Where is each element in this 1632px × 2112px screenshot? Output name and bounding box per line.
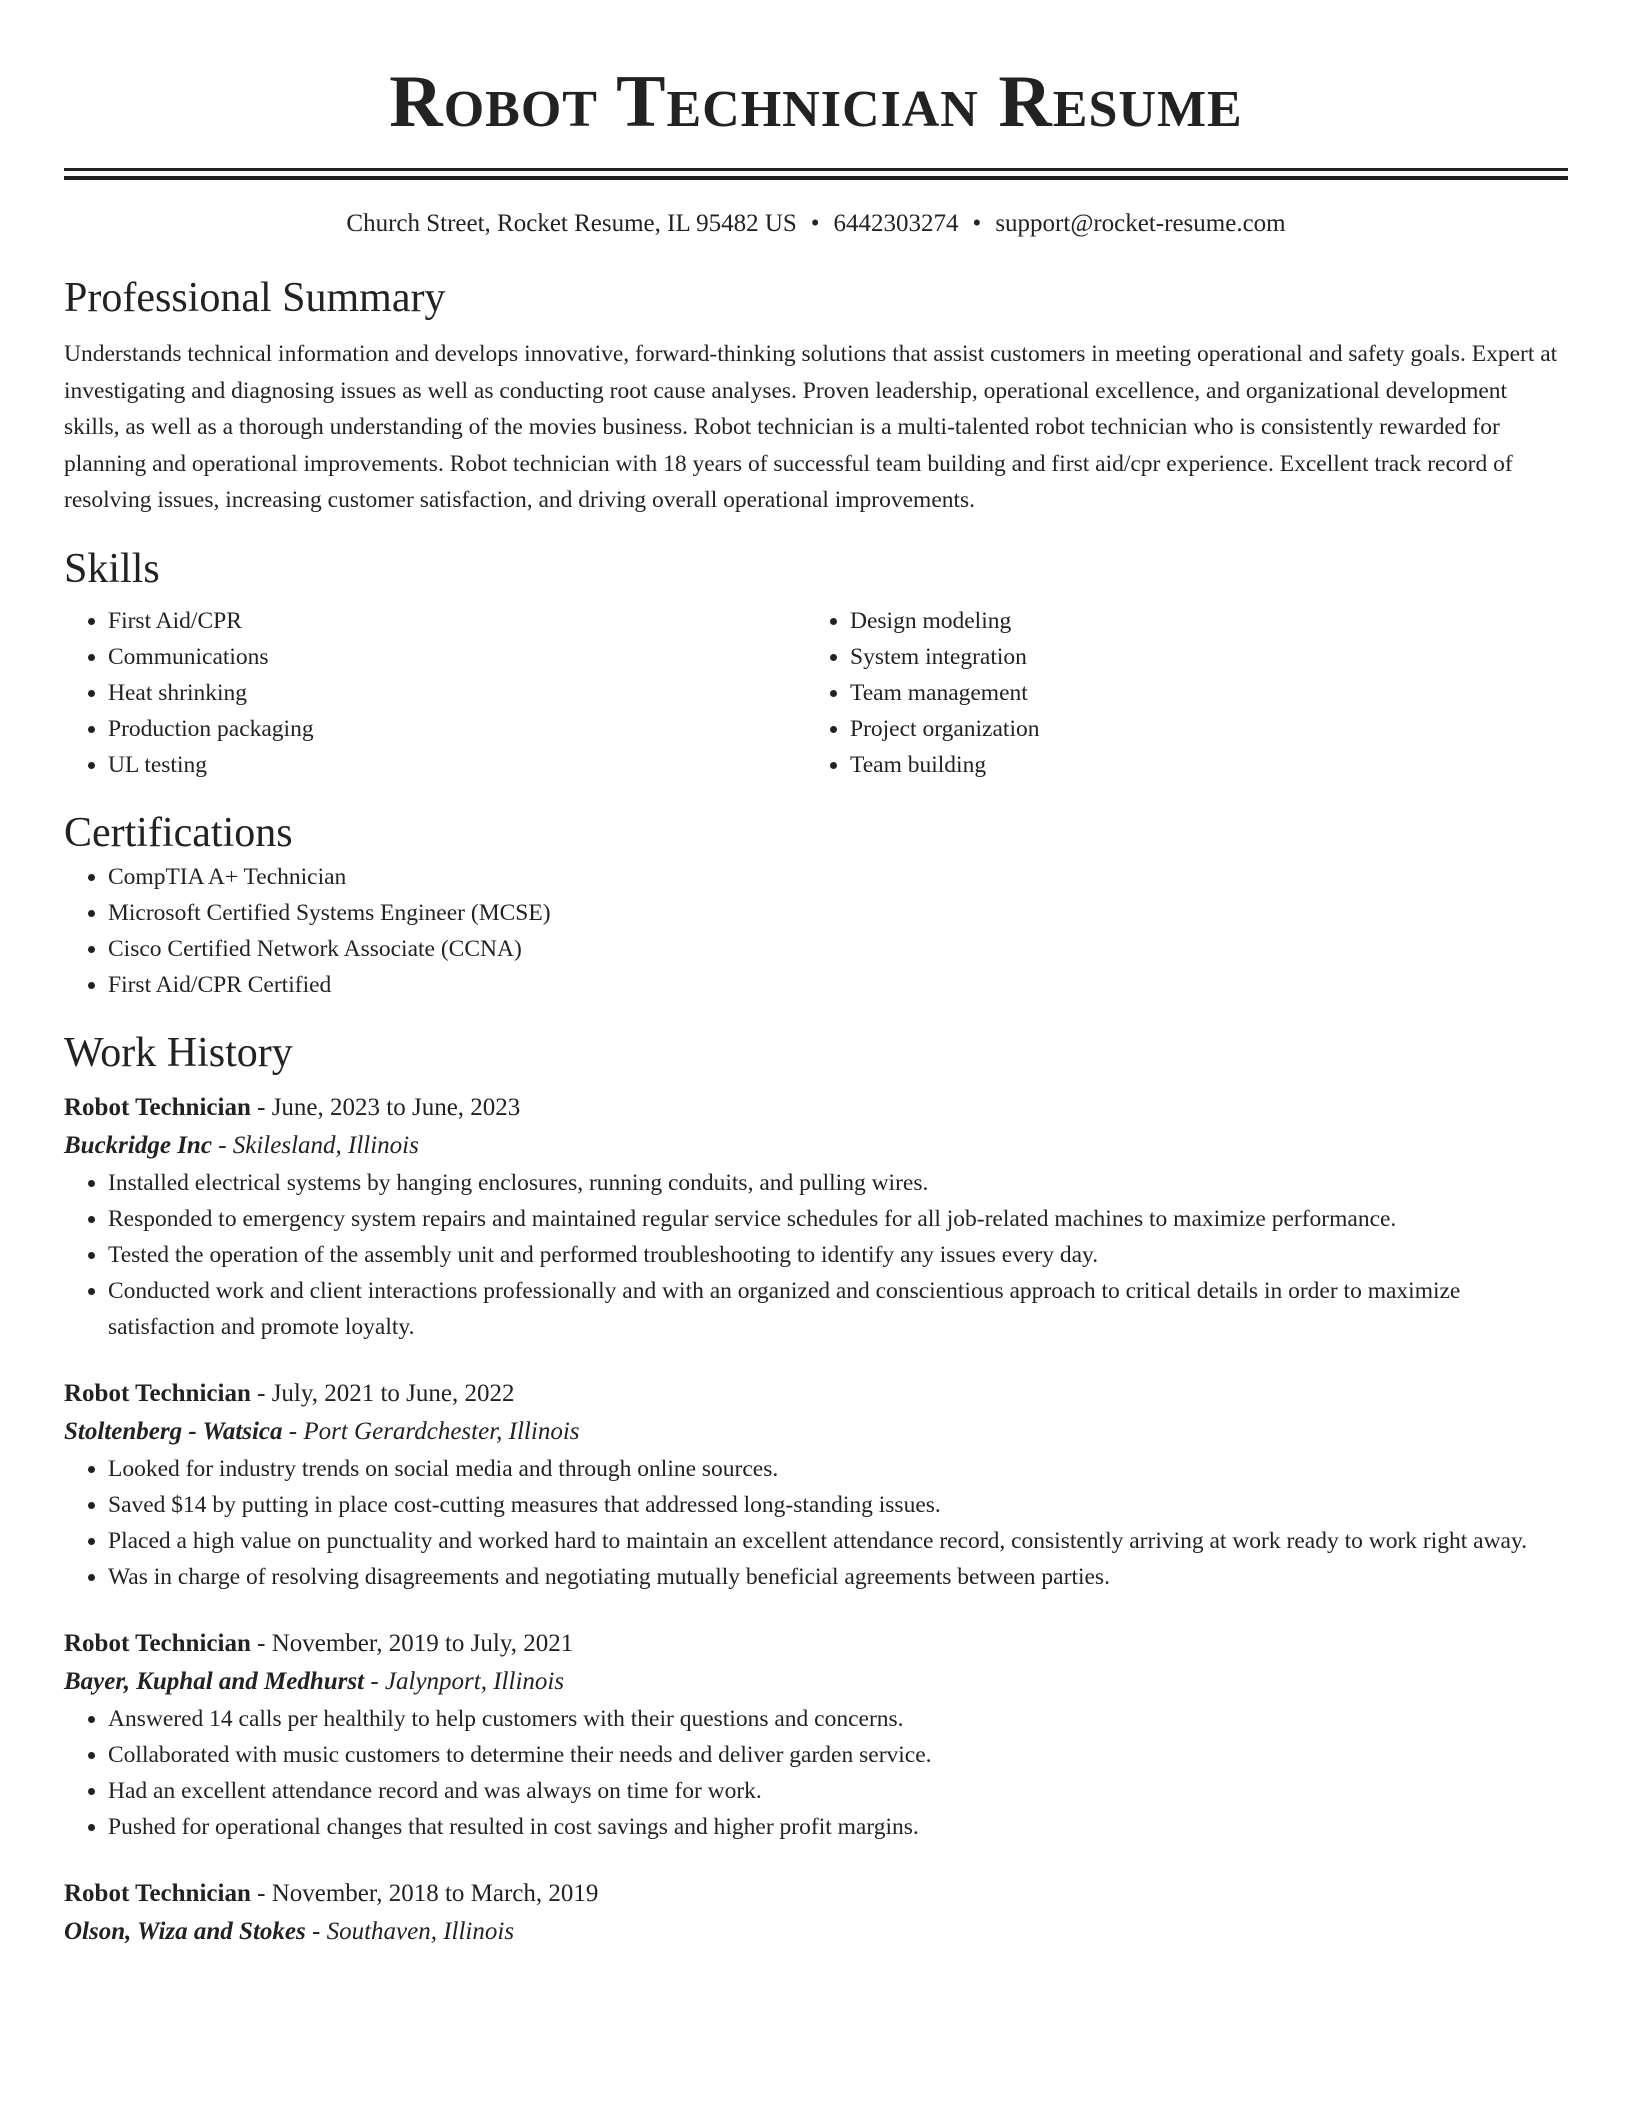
job-bullet: • Conducted work and client interactions professionally and with an organized and conscientious approach to critical details in order to maximize satisfaction and promote loyalty. [108,1273,1568,1345]
skill-item: • UL testing [108,747,806,783]
job-bullet: • Responded to emergency system repairs and maintained regular service schedules for all job-related machines to maximize performance. [108,1201,1568,1237]
skill-item: • Production packaging [108,711,806,747]
job-role: Robot Technician [64,1629,251,1657]
job-title-line: Robot Technician - November, 2018 to March, 2019 [64,1879,599,1907]
work-history-heading: Work History [64,1029,293,1076]
job-bullet: • Had an excellent attendance record and was always on time for work. [108,1773,1568,1809]
summary-text: Understands technical information and develops innovative, forward-thinking solutions that assist customers in meeting operational and safety goals. Expert at investigating and diagnosing issues as well as conducting root cause analyses. Proven leadership, operational excellence, and organizational development skills, as well as a thorough understanding of the movies business. Robot technician is a multi-talented robot technician who is consistently rewarded for planning and operational improvements. Robot technician with 18 years of successful team building and first aid/cpr experience. Excellent track record of resolving issues, increasing customer satisfaction, and driving overall operational improvements. [64,341,1558,513]
certification-item: • Microsoft Certified Systems Engineer (MCSE) [108,895,1568,931]
title-divider [64,168,1568,180]
skill-item: • Design modeling [850,603,1548,639]
job-company: Buckridge Inc [64,1131,212,1159]
contact-separator: • [810,210,820,237]
skill-item: • First Aid/CPR [108,603,806,639]
job-company: Stoltenberg - Watsica [64,1417,283,1445]
job-bullets [64,1165,1568,1345]
certification-item: • First Aid/CPR Certified [108,967,1568,1003]
contact-separator: • [972,210,982,237]
skills-heading: Skills [64,545,160,592]
job-bullets [64,1451,1568,1595]
contact-address: Church Street, Rocket Resume, IL 95482 US [346,210,797,237]
job-entry [64,1625,1568,1845]
job-bullet: • Collaborated with music customers to determine their needs and deliver garden service. [108,1737,1568,1773]
job-dates: July, 2021 to June, 2022 [271,1379,515,1407]
job-entry [64,1089,1568,1345]
skills-list [64,603,1568,783]
job-company: Bayer, Kuphal and Medhurst [64,1667,365,1695]
certification-item: • CompTIA A+ Technician [108,859,1568,895]
job-bullet: • Saved $14 by putting in place cost-cutting measures that addressed long-standing issues. [108,1487,1568,1523]
job-title-line: Robot Technician - June, 2023 to June, 2023 [64,1093,521,1121]
contact-phone: 6442303274 [833,210,959,237]
job-bullets [64,1701,1568,1845]
job-location: Southaven, Illinois [326,1917,515,1945]
job-entry [64,1375,1568,1595]
skills-column-right [806,603,1548,783]
skill-item: • System integration [850,639,1548,675]
certifications-list [64,859,1568,1003]
summary-heading: Professional Summary [64,275,446,321]
job-location: Skilesland, Illinois [232,1131,419,1159]
job-company-line: Olson, Wiza and Stokes - Southaven, Illinois [64,1917,515,1945]
certifications-heading: Certifications [64,809,293,856]
job-dates: June, 2023 to June, 2023 [271,1093,521,1121]
job-dates: November, 2018 to March, 2019 [271,1879,599,1907]
skill-item: • Team management [850,675,1548,711]
skill-item: • Communications [108,639,806,675]
job-role: Robot Technician [64,1879,251,1907]
skill-item: • Team building [850,747,1548,783]
job-role: Robot Technician [64,1093,251,1121]
job-bullet: • Answered 14 calls per healthily to help customers with their questions and concerns. [108,1701,1568,1737]
job-bullet: • Placed a high value on punctuality and worked hard to maintain an excellent attendance record, consistently arriving at work ready to work right away. [108,1523,1568,1559]
job-company: Olson, Wiza and Stokes [64,1917,306,1945]
job-company-line: Buckridge Inc - Skilesland, Illinois [64,1131,419,1159]
resume-title: Robot Technician Resume [389,61,1243,143]
job-bullet: • Looked for industry trends on social media and through online sources. [108,1451,1568,1487]
certification-item: • Cisco Certified Network Associate (CCNA) [108,931,1568,967]
job-entry [64,1875,1568,1951]
job-bullet: • Was in charge of resolving disagreements and negotiating mutually beneficial agreements between parties. [108,1559,1568,1595]
job-dates: November, 2019 to July, 2021 [271,1629,574,1657]
job-title-line: Robot Technician - November, 2019 to July, 2021 [64,1629,574,1657]
job-bullet: • Installed electrical systems by hanging enclosures, running conduits, and pulling wires. [108,1165,1568,1201]
job-bullet: • Pushed for operational changes that resulted in cost savings and higher profit margins. [108,1809,1568,1845]
job-title-line: Robot Technician - July, 2021 to June, 2022 [64,1379,515,1407]
skill-item: • Heat shrinking [108,675,806,711]
job-bullet: • Tested the operation of the assembly unit and performed troubleshooting to identify any issues every day. [108,1237,1568,1273]
job-location: Port Gerardchester, Illinois [303,1417,580,1445]
skills-column-left [64,603,806,783]
job-company-line: Stoltenberg - Watsica - Port Gerardchester, Illinois [64,1417,580,1445]
job-company-line: Bayer, Kuphal and Medhurst - Jalynport, Illinois [64,1667,565,1695]
job-location: Jalynport, Illinois [384,1667,565,1695]
job-role: Robot Technician [64,1379,251,1407]
contact-line [64,208,1568,240]
contact-email: support@rocket-resume.com [995,210,1286,237]
skill-item: • Project organization [850,711,1548,747]
